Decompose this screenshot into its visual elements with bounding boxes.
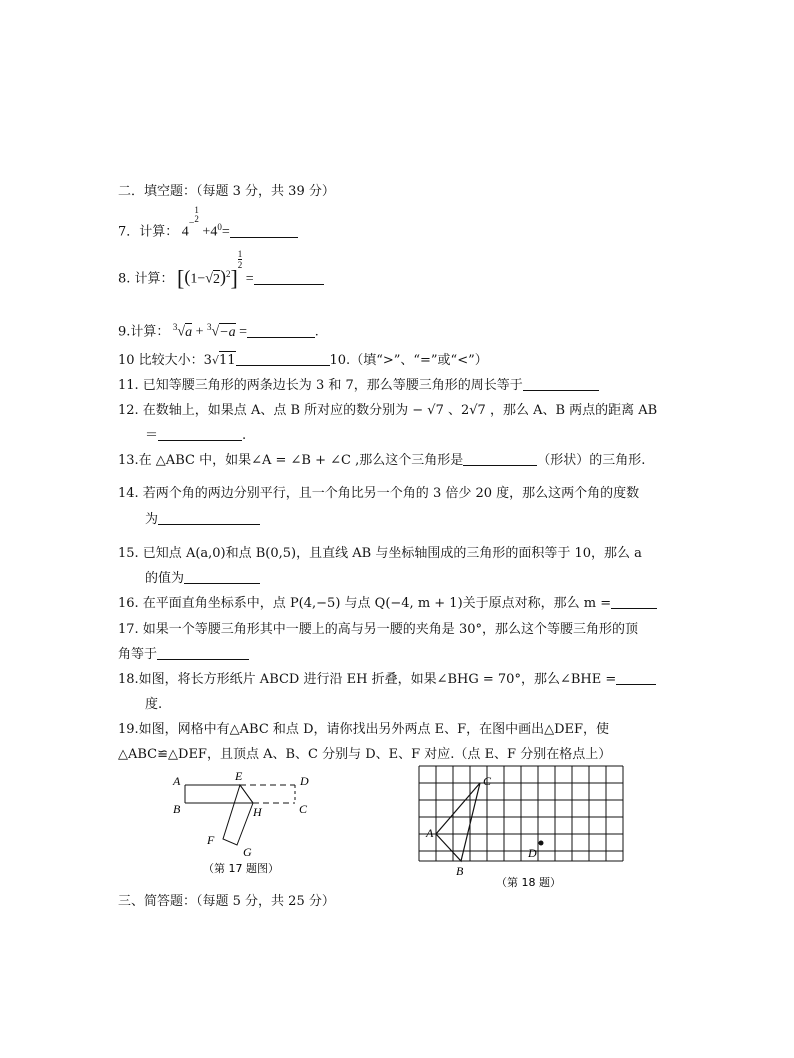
fig17-label-E: E [235,769,243,783]
q11: 11. 已知等腰三角形的两条边长为 3 和 7，那么等腰三角形的周长等于 [118,377,599,395]
q14-line2: 为 [145,511,260,529]
q17-line1: 17. 如果一个等腰三角形其中一腰上的高与另一腰的夹角是 30°，那么这个等腰三角形的顶 [118,622,638,637]
figure-18 [418,765,638,891]
q7: 7．计算： 4−1 $2 +4^0=$ [118,218,298,243]
fig18-label-C: C [483,774,492,788]
q8: 8. 计算： $[(1-√2)^2]\frac{1}{2}$ = [118,265,324,289]
q18-line2: 度. [145,697,163,712]
figure-17 [165,768,345,880]
fig18-caption: （第 18 题） [496,876,561,889]
q14-line1: 14. 若两个角的两边分别平行，且一个角比另一个角的 3 倍少 20 度，那么这两个角的度数 [118,486,640,501]
fig17-folded-flap [223,785,253,845]
fig17-label-B: B [173,802,181,816]
q12-line2: ＝ . [145,428,247,443]
fig18-triangle-ABC [436,783,480,861]
section2-title: 二．填空题：（每题 3 分，共 39 分） [118,184,335,199]
fig17-label-A: A [173,774,181,788]
fig18-grid [419,766,623,861]
fig17-label-H: H [253,805,262,819]
q19-line1: 19.如图，网格中有△ABC 和点 D，请你找出另外两点 E、F，在图中画出△DEF，使 [118,722,610,737]
fig18-label-B: B [456,864,464,878]
fig17-label-D: D [300,774,309,788]
q15-line1: 15. 已知点 A(a,0)和点 B(0,5)，且直线 AB 与坐标轴围成的三角形的面积等于 10，那么 a [118,546,642,561]
fig17-label-G: G [243,845,252,859]
q10: 10 比较大小：3√11 10.（填“>”、“=”或“<”） [118,353,488,368]
q16: 16. 在平面直角坐标系中，点 P(4,−5) 与点 Q(−4, m + 1)关于原点对称，那么 m = [118,595,657,613]
section3-title: 三、简答题：（每题 5 分，共 25 分） [118,894,335,909]
q17-line2: 角等于 [118,646,249,664]
fig17-label-C: C [299,802,308,816]
fig17-label-F: F [207,833,215,847]
fig18-point-D [539,841,544,846]
fig18-label-A: A [426,826,434,840]
q15-line2: 的值为 [145,570,260,588]
q9: 9.计算： $^3$√a + $^3$√−a = . [118,322,319,340]
q18-line1: 18.如图，将长方形纸片 ABCD 进行沿 EH 折叠，如果∠BHG = 70°，那么∠BHE = [118,671,656,689]
q12-line1: 12. 在数轴上，如果点 A、点 B 所对应的数分别为 − √7 、2√7 ，那么 A、B 两点的距离 AB [118,403,658,418]
fig17-caption: （第 17 题图） [203,862,279,875]
q13: 13.在 △ABC 中，如果∠A = ∠B + ∠C ,那么这个三角形是 （形状）的三角形. [118,453,646,468]
q19-line2: △ABC≌△DEF，且顶点 A、B、C 分别与 D、E、F 对应.（点 E、F 分别在格点上） [118,747,612,762]
fig18-label-D: D [528,846,537,860]
